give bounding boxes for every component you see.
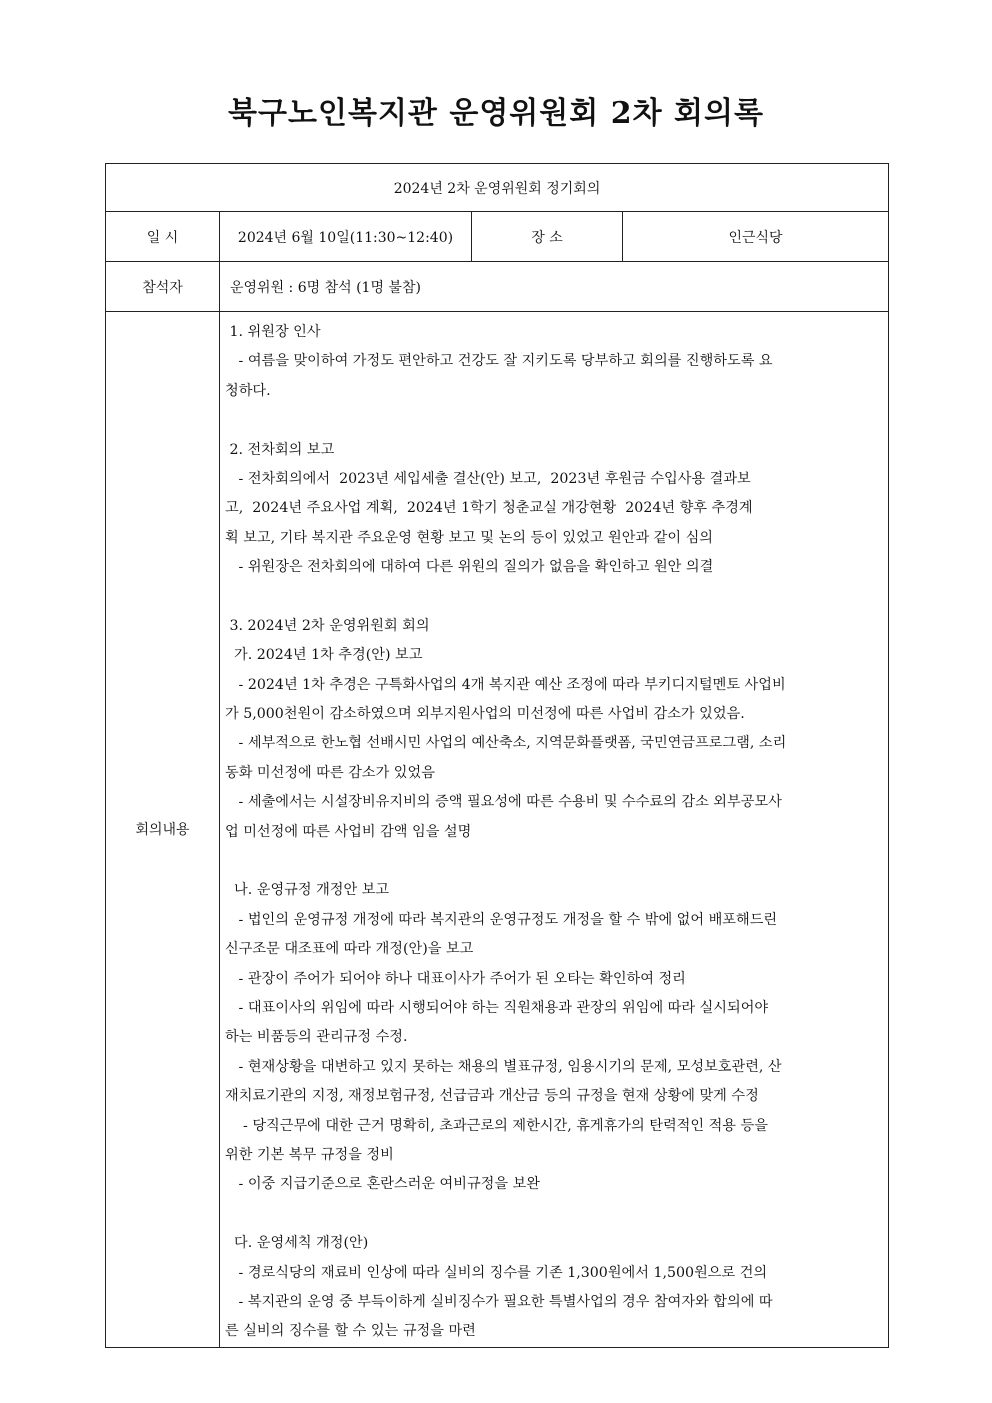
content-line: 가 5,000천원이 감소하였으며 외부지원사업의 미선정에 따른 사업비 감소가 있었음. [225, 706, 745, 723]
content-line [225, 406, 886, 435]
content-line: - 세부적으로 한노협 선배시민 사업의 예산축소, 지역문화플랫폼, 국민연금프로그램, 소리 [225, 735, 787, 752]
content-cell [220, 312, 889, 1348]
content-line: 나. 운영규정 개정안 보고 [225, 882, 390, 899]
date-value: 2024년 6월 10일(11:30~12:40) [220, 212, 472, 262]
content-line: 업 미선정에 따른 사업비 감액 임을 설명 [225, 823, 472, 840]
content-line: - 법인의 운영규정 개정에 따라 복지관의 운영규정도 개정을 할 수 밖에 없어 배포해드린 [225, 911, 778, 928]
content-line: - 현재상황을 대변하고 있지 못하는 채용의 별표규정, 임용시기의 문제, 모성보호관련, 산 [225, 1058, 782, 1075]
content-line: - 세출에서는 시설장비유지비의 증액 필요성에 따른 수용비 및 수수료의 감소 외부공모사 [225, 794, 782, 811]
content-line: 청하다. [225, 382, 271, 399]
attendees-label: 참석자 [106, 262, 220, 312]
content-line: - 이중 지급기준으로 혼란스러운 여비규정을 보완 [225, 1176, 540, 1193]
content-line: - 위원장은 전차회의에 대하여 다른 위원의 질의가 없음을 확인하고 원안 의결 [225, 559, 714, 576]
content-line: - 복지관의 운영 중 부득이하게 실비징수가 필요한 특별사업의 경우 참여자와 합의에 따 [225, 1293, 773, 1310]
content-line: - 관장이 주어가 되어야 하나 대표이사가 주어가 된 오타는 확인하여 정리 [225, 970, 686, 987]
content-line: 획 보고, 기타 복지관 주요운영 현황 보고 및 논의 등이 있었고 원안과 같이 심의 [225, 529, 713, 546]
place-value: 인근식당 [623, 212, 889, 262]
document-title: 북구노인복지관 운영위원회 2차 회의록 [228, 96, 764, 131]
date-label: 일 시 [106, 212, 220, 262]
attendees-value: 운영위원 : 6명 참석 (1명 불참) [220, 262, 889, 312]
content-line: 신구조문 대조표에 따라 개정(안)을 보고 [225, 941, 474, 958]
content-line: - 경로식당의 재료비 인상에 따라 실비의 징수를 기존 1,300원에서 1,500원으로 건의 [225, 1264, 768, 1281]
content-line: - 여름을 맞이하여 가정도 편안하고 건강도 잘 지키도록 당부하고 회의를 진행하도록 요 [225, 353, 773, 370]
meeting-content [220, 312, 888, 1347]
content-line: 다. 운영세칙 개정(안) [225, 1235, 369, 1252]
content-line: 른 실비의 징수를 할 수 있는 규정을 마련 [225, 1323, 476, 1340]
content-line: 재치료기관의 지정, 재정보험규정, 선급금과 개산금 등의 규정을 현재 상황에 맞게 수정 [225, 1088, 759, 1105]
content-line [225, 1200, 886, 1229]
content-line: - 2024년 1차 추경은 구특화사업의 4개 복지관 예산 조정에 따라 부키디지털멘토 사업비 [225, 676, 786, 693]
content-line [225, 847, 886, 876]
content-line: 위한 기본 복무 규정을 정비 [225, 1146, 394, 1163]
content-line: 1. 위원장 인사 [225, 324, 321, 340]
minutes-table [105, 163, 889, 1348]
content-line: 고, 2024년 주요사업 계획, 2024년 1학기 청춘교실 개강현황 2024년 향후 추경계 [225, 500, 753, 517]
content-line: - 대표이사의 위임에 따라 시행되어야 하는 직원채용과 관장의 위임에 따라 실시되어야 [225, 999, 769, 1016]
content-line: - 당직근무에 대한 근거 명확히, 초과근로의 제한시간, 휴게휴가의 탄력적인 적용 등을 [225, 1117, 768, 1134]
content-line: 3. 2024년 2차 운영위원회 회의 [225, 617, 430, 634]
content-line: - 전차회의에서 2023년 세입세출 결산(안) 보고, 2023년 후원금 수입사용 결과보 [225, 470, 751, 487]
meeting-header: 2024년 2차 운영위원회 정기회의 [106, 164, 889, 212]
content-label: 회의내용 [106, 312, 220, 1348]
content-line: 2. 전차회의 보고 [225, 441, 335, 458]
content-line [225, 583, 886, 612]
content-line: 하는 비품등의 관리규정 수정. [225, 1029, 408, 1046]
place-label: 장 소 [472, 212, 623, 262]
content-line: 가. 2024년 1차 추경(안) 보고 [225, 647, 423, 664]
content-line: 동화 미선정에 따른 감소가 있었음 [225, 764, 435, 781]
